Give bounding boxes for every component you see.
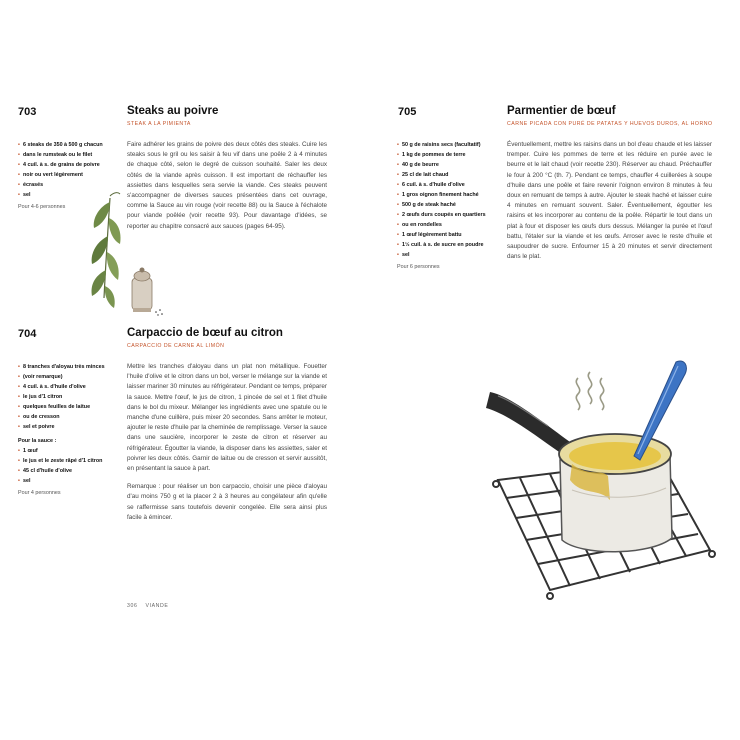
ingredient: • 4 cuil. à s. de grains de poivre	[18, 160, 118, 170]
sauce-label: Pour la sauce :	[18, 438, 57, 444]
ingredient: • sel	[18, 476, 122, 486]
recipe-body	[127, 362, 327, 531]
ingredient: • 1 œuf légèrement battu	[397, 230, 505, 240]
ingredient: • 8 tranches d'aloyau très minces	[18, 362, 122, 372]
paragraph: Éventuellement, mettre les raisins dans un bol d'eau chaude et les laisser tremper. Cuire les pommes de terre et les réduire en purée avec le beurre et le lait chaud (voir recette 230). Réserver au chaud. Préchauffer le four à 200 °C (th. 7). Pendant ce temps, chauffer 4 cuillerées à soupe d'huile dans une poêle et faire revenir l'oignon environ 8 minutes à feu doux en remuant de temps à autre. Ajouter le steak haché et laisser cuire 4 minutes en remuant souvent. Saler. Éventuellement, égoutter les raisins et les incorporer au contenu de la poêle. Répartir le tout dans un plat à four et disposer les œufs durs dessus. Mélanger la purée et l'œuf battu, l'étaler sur la viande et les œufs. Arroser avec le reste d'huile et saupoudrer de sucre. Enfourner 15 à 20 minutes et servir directement dans le plat.	[507, 141, 712, 261]
recipe-body	[507, 140, 712, 270]
ingredient: • le jus d'1 citron	[18, 392, 122, 402]
ingredient: • 2 œufs durs coupés en quartiers	[397, 210, 505, 220]
recipe-title: Carpaccio de bœuf au citron	[127, 327, 283, 339]
ingredient: • (voir remarque)	[18, 372, 122, 382]
recipe-subtitle: CARPACCIO DE CARNE AL LIMÓN	[127, 343, 225, 349]
servings: Pour 4-6 personnes	[18, 204, 66, 210]
recipe-number: 704	[18, 328, 37, 340]
pepper-mill-icon	[132, 268, 152, 313]
page-number: 306	[127, 603, 138, 609]
ingredient: • quelques feuilles de laitue	[18, 402, 122, 412]
ingredient: • 500 g de steak haché	[397, 200, 505, 210]
ingredient: • 25 cl de lait chaud	[397, 170, 505, 180]
recipe-number: 703	[18, 106, 37, 118]
ingredient: • dans le rumsteak ou le filet	[18, 150, 118, 160]
ingredient: • 4 cuil. à s. d'huile d'olive	[18, 382, 122, 392]
ingredient: • 6 steaks de 350 à 500 g chacun	[18, 140, 118, 150]
ingredient: • 6 cuil. à s. d'huile d'olive	[397, 180, 505, 190]
ingredient: • sel et poivre	[18, 422, 122, 432]
ingredient: • 1½ cuil. à s. de sucre en poudre	[397, 240, 505, 250]
ingredient: • ou de cresson	[18, 412, 122, 422]
ingredient-list	[397, 140, 505, 272]
ingredient: • le jus et le zeste râpé d'1 citron	[18, 456, 122, 466]
recipe-title: Parmentier de bœuf	[507, 105, 616, 117]
ingredient: • sel	[18, 190, 118, 200]
ingredient: • ou en rondelles	[397, 220, 505, 230]
ingredient: • noir ou vert légèrement	[18, 170, 118, 180]
ingredient: • 40 g de beurre	[397, 160, 505, 170]
recipe-subtitle: CARNE PICADA CON PURÉ DE PATATAS Y HUEVOS DUROS, AL HORNO	[507, 121, 713, 127]
recipe-subtitle: STEAK A LA PIMIENTA	[127, 121, 191, 127]
ingredient: • 45 cl d'huile d'olive	[18, 466, 122, 476]
servings: Pour 6 personnes	[397, 264, 440, 270]
paragraph: Faire adhérer les grains de poivre des deux côtés des steaks. Cuire les steaks sous le gril ou les saisir à feu vif dans une poêle 2 à 4 minutes de chaque côté, selon le degré de cuisson souhaité. Saler les deux côtés de la viande après cuisson. Il est important de réchauffer les assiettes dans lesquelles sera servie la viande. Ces steaks peuvent s'accompagner de diverses sauces présentées dans cet ouvrage, comme la Sauce au vin rouge (voir recette 88) ou la Sauce à l'échalote pour viande poêlée (voir recette 93). Pour davantage d'idées, se reporter au chapitre consacré aux sauces (pages 64-95).	[127, 141, 327, 230]
steam-icon	[576, 372, 603, 410]
ingredient: • 50 g de raisins secs (facultatif)	[397, 140, 505, 150]
paragraph: Mettre les tranches d'aloyau dans un plat non métallique. Fouetter l'huile d'olive et le citron dans un bol, verser le mélange sur la viande et laisser mariner 30 minutes au réfrigérateur. Pendant ce temps, préparer la sauce. Mettre l'œuf, le jus de citron, 1 pincée de sel et 1 filet d'huile dans le bol du mixeur. Mélanger les ingrédients avec une spatule ou le manche d'une cuillère, puis mixer 20 secondes. Sans arrêter le moteur, ajouter le reste d'huile par la cheminée de remplissage. Verser la sauce dans une saucière, incorporer le zeste de citron et réserver au réfrigérateur. Égoutter la viande, la disposer dans les assiettes, saler et poivrer les deux côtés. Garnir de laitue ou de cresson et servir aussitôt, en présentant la sauce à part.	[127, 363, 327, 473]
ingredient: • 1 œuf	[18, 446, 122, 456]
recipe-title: Steaks au poivre	[127, 105, 219, 117]
pepper-illustration	[70, 188, 180, 318]
recipe-number: 705	[398, 106, 417, 118]
ingredient: • 1 kg de pommes de terre	[397, 150, 505, 160]
ingredient: • 1 gros oignon finement haché	[397, 190, 505, 200]
paragraph: Remarque : pour réaliser un bon carpaccio, choisir une pièce d'aloyau d'au moins 750 g et la placer 2 à 3 heures au congélateur afin qu'elle se raffermisse sans toutefois devenir congelée. Elle sera ainsi plus facile à émincer.	[127, 483, 327, 521]
ingredient: • sel	[397, 250, 505, 260]
section-name: VIANDE	[145, 603, 169, 609]
ingredient: • écrasés	[18, 180, 118, 190]
page-footer	[127, 603, 168, 609]
ingredient-list	[18, 362, 122, 498]
saucepan-illustration	[450, 350, 720, 610]
servings: Pour 4 personnes	[18, 490, 61, 496]
